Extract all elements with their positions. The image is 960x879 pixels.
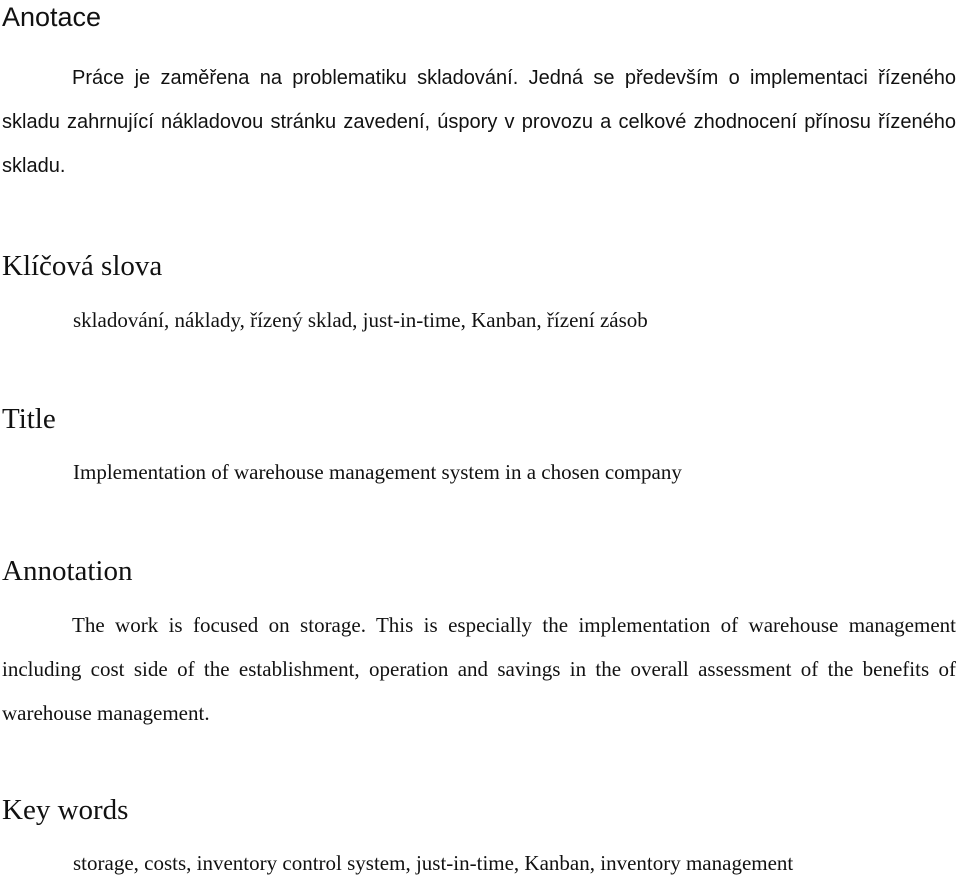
klicova-slova-heading: Klíčová slova xyxy=(2,250,163,282)
annotation-text: The work is focused on storage. This is especially the implementation of warehouse management including cost side of the establishment, operation and savings in the overall assessment of the benefits of warehouse management. xyxy=(2,613,956,725)
key-words-text: storage, costs, inventory control system, just-in-time, Kanban, inventory management xyxy=(73,851,794,875)
title-text: Implementation of warehouse management system in a chosen company xyxy=(73,460,682,484)
title-heading: Title xyxy=(2,403,56,435)
annotation-heading: Annotation xyxy=(2,555,133,587)
key-words-heading: Key words xyxy=(2,794,129,826)
anotace-text: Práce je zaměřena na problematiku skladování. Jedná se především o implementaci řízeného skladu zahrnující nákladovou stránku zavedení, úspory v provozu a celkové zhodnocení přínosu řízeného skladu. xyxy=(2,67,956,177)
klicova-slova-text: skladování, náklady, řízený sklad, just-in-time, Kanban, řízení zásob xyxy=(73,308,648,332)
anotace-heading: Anotace xyxy=(2,2,102,32)
